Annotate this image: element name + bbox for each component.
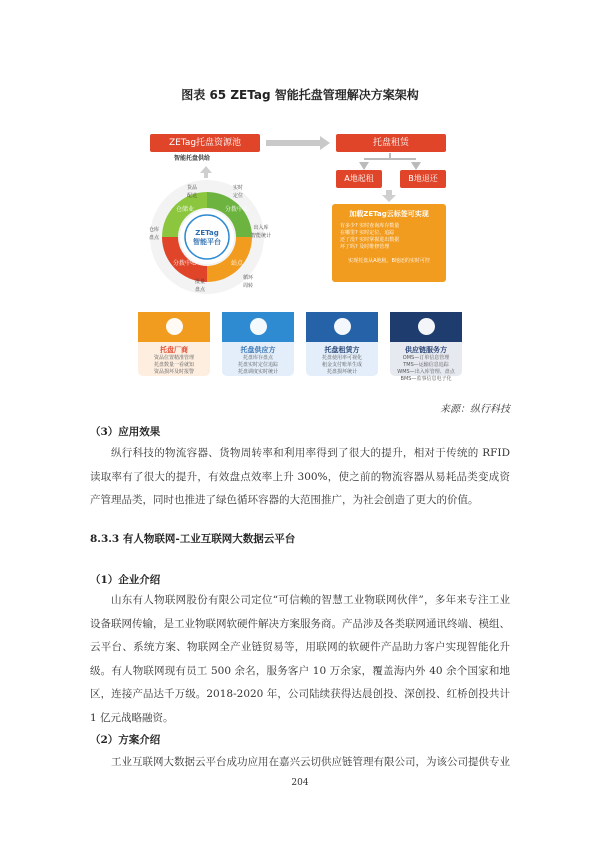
card-line: BMS—监事信息电子化	[400, 376, 452, 382]
page-number: 204	[291, 778, 309, 788]
down-arrow-icon	[382, 190, 396, 202]
lessee-icon	[334, 318, 351, 335]
figure-source: 来源：纵行科技	[440, 404, 510, 415]
arrow-right-icon	[266, 136, 330, 150]
benefit-footer: 实现托盘从A地租、B地还的实时可控	[348, 258, 430, 264]
card-line: TMS—运输信息追踪	[403, 362, 449, 368]
supplier-icon	[250, 318, 267, 335]
benefit-item-3: 还了没? 实时掌握进出数据	[340, 237, 400, 243]
card-line: WMS—出入库管理、盘点	[397, 369, 455, 375]
card-line: 托盘数量一看就知	[153, 362, 194, 368]
subheading-company: （1）企业介绍	[90, 574, 161, 586]
ring-outer-3: 出入库 智能统计	[250, 225, 271, 239]
ring-segment-3: 分拨中心	[172, 260, 197, 267]
benefit-item-1: 有多少? 实时查询库存数量	[340, 223, 400, 229]
ring-outer-1: 货品 配送	[186, 185, 197, 199]
benefit-title: 加载ZETag云标签可实现	[349, 210, 429, 218]
benefit-box	[332, 204, 446, 282]
card-line: 托盘实时定位追踪	[237, 362, 278, 368]
resource-pool-label: ZETag托盘资源池	[150, 134, 260, 152]
card-title: 托盘供应方	[240, 346, 276, 354]
paragraph-company: 山东有人物联网股份有限公司定位“可信赖的智慧工业物联网伙伴”，多年来专注工业设备联网传输，是工业物联网软硬件解决方案服务商。产品涉及各类联网通讯终端、模组、云平台、系统方案、物联网全产业链贸易等，用联网的软硬件产品助力客户实现智能化升级。有人物联网现有员工 500 余名，服务客户 10 万余家，覆盖海内外 40 余个国家和地区，连接产品达千万级。2018-2020 年，公司陆续获得达晨创投、深创投、红桥创投共计 1 亿元战略融资。	[90, 594, 510, 724]
a-start-label: A地起租	[336, 170, 382, 188]
ring-segment-2: 分拨中心	[224, 206, 249, 213]
card-line: 托盘库存盘点	[242, 355, 273, 361]
card-pallet-lessee	[306, 312, 378, 376]
benefit-item-2: 在哪里? 实时定位、追踪	[340, 230, 395, 236]
paragraph-solution: 工业互联网大数据云平台成功应用在嘉兴云切供应链管理有限公司，为该公司提供专业	[111, 756, 510, 768]
card-line: 租金支付账单生成	[321, 362, 362, 368]
ring-segment-4: 站点	[230, 260, 243, 267]
benefit-item-4: 坏了吗? 及时维修管理	[340, 244, 390, 250]
supply-label: 智能托盘供给	[173, 155, 210, 162]
ring-outer-6: 批量 盘点	[194, 279, 205, 293]
network-icon	[418, 318, 435, 335]
rent-label: 托盘租赁	[336, 134, 446, 152]
b-return-label: B地退还	[400, 170, 446, 188]
up-arrow-icon	[200, 166, 212, 178]
architecture-diagram	[130, 128, 470, 380]
ring-outer-2: 实时 定位	[232, 185, 243, 199]
card-line: 托盘损坏统计	[326, 369, 357, 375]
user-icon	[166, 318, 183, 335]
card-title: 托盘租赁方	[324, 346, 360, 354]
card-line: 资品位置精准管理	[153, 355, 194, 361]
card-line: 托盘使用率可视化	[321, 355, 362, 361]
ring-outer-4: 循环 周转	[242, 275, 253, 289]
card-line: 资品损坏及时报警	[153, 369, 194, 375]
ring-segment-1: 仓储业	[175, 206, 194, 213]
card-title: 供应链服务方	[405, 346, 447, 354]
ring-center-text: ZETag 智能平台	[193, 229, 221, 246]
split-arrows-icon	[350, 153, 430, 171]
section-heading-effect: （3）应用效果	[90, 426, 161, 438]
subheading-solution: （2）方案介绍	[90, 734, 161, 746]
card-title: 托盘厂商	[160, 346, 188, 354]
section-heading-833: 8.3.3 有人物联网-工业互联网大数据云平台	[90, 533, 296, 545]
figure-title: 图表 65 ZETag 智能托盘管理解决方案架构	[181, 88, 419, 102]
ring-center-label	[187, 229, 227, 247]
card-line: OMS—订单信息管理	[402, 355, 450, 361]
card-pallet-maker	[138, 312, 210, 376]
card-supply-chain-service	[390, 312, 462, 382]
card-line: 托盘调度实时统计	[237, 369, 278, 375]
card-pallet-supplier	[222, 312, 294, 376]
paragraph-effect: 纵行科技的物流容器、货物周转率和利用率得到了很大的提升，相对于传统的 RFID 读取率有了很大的提升，有效盘点效率上升 300%，使之前的物流容器从易耗品类变成资产管理品类，同时也推进了绿色循环容器的大范围推广，为社会创造了更大的价值。	[90, 447, 510, 507]
ring-outer-5: 仓库 盘点	[148, 227, 159, 241]
